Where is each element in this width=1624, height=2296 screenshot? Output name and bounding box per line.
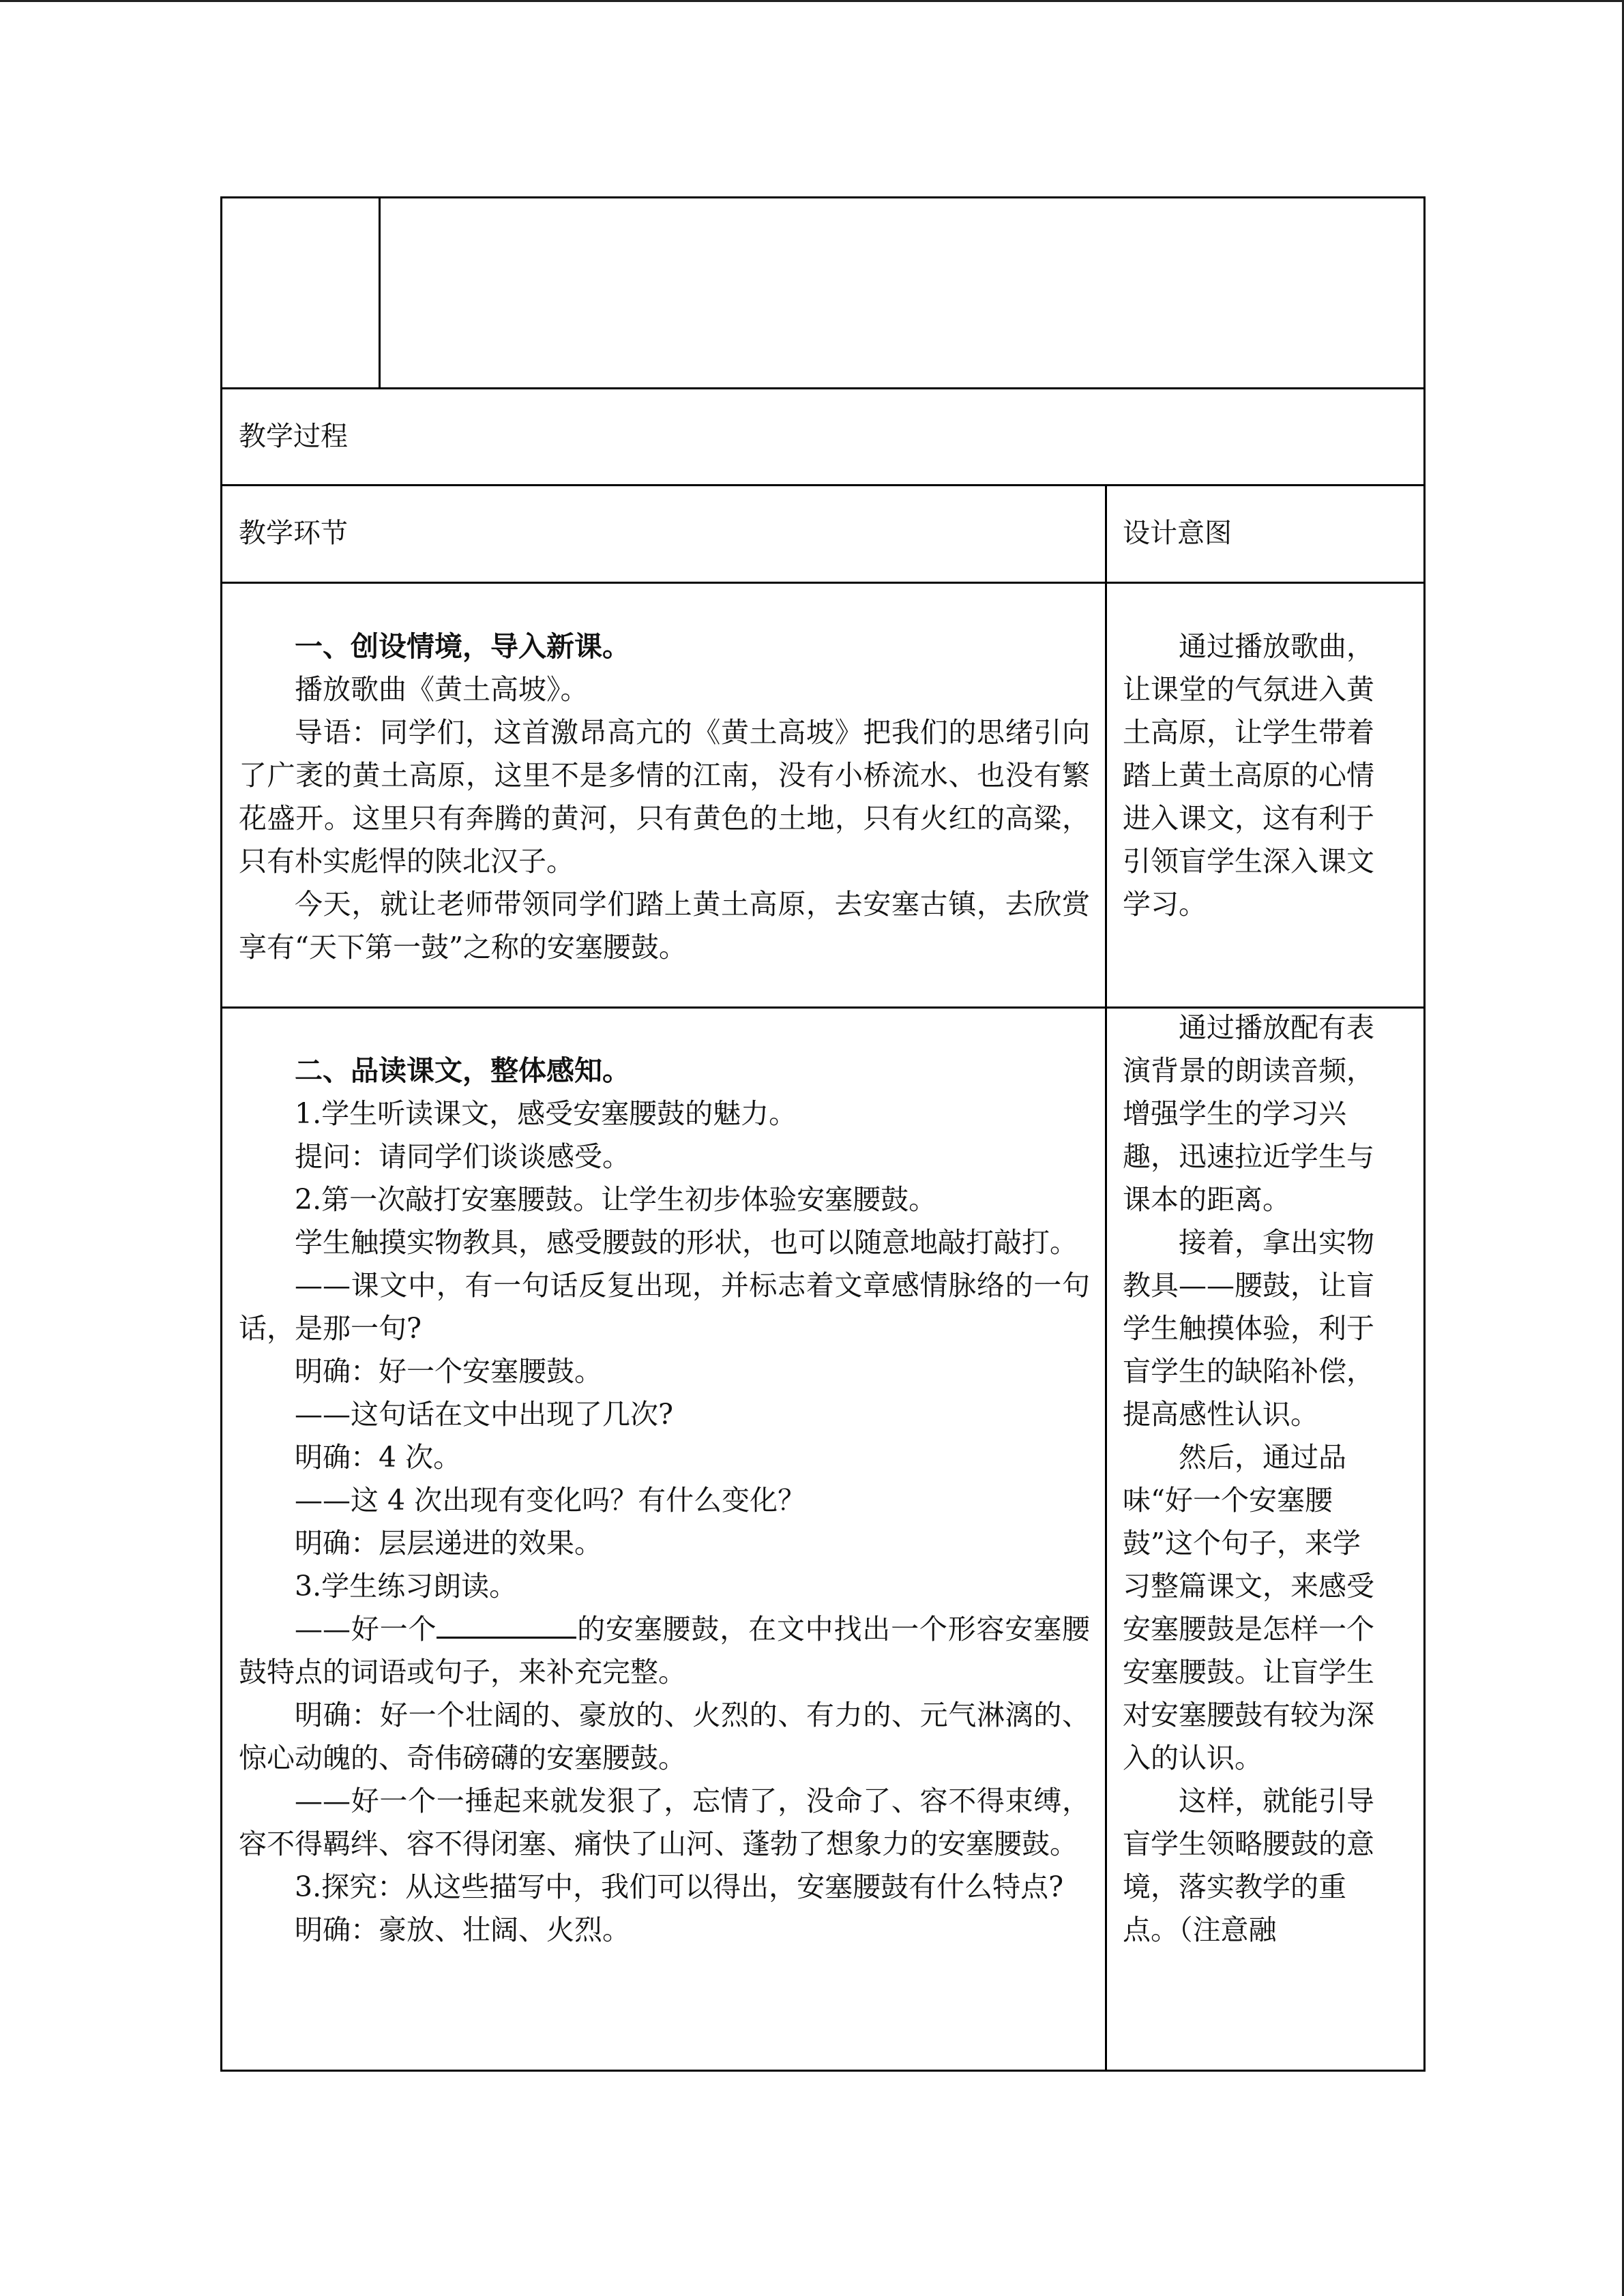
- section2-paragraph: 明确：好一个安塞腰鼓。: [295, 1355, 602, 1388]
- fill-blank-suffix: 的安塞腰鼓，在文中找出一个形容安塞腰鼓特点的词语或句子，来补充完整。: [239, 1613, 1091, 1688]
- section2-paragraph: ——课文中，有一句话反复出现，并标志着文章感情脉络的一句话，是那一句?: [239, 1269, 1090, 1345]
- page-top-border: [0, 0, 1624, 2]
- section2-intent-paragraph: 这样，就能引导盲学生领略腰鼓的意境，落实教学的重点。（注意融: [1123, 1785, 1374, 1946]
- column-divider: [1105, 484, 1107, 2072]
- section2-content: [239, 1049, 1090, 1952]
- section2-paragraph: ——这 4 次出现有变化吗？有什么变化？: [295, 1484, 806, 1517]
- section2-heading: 二、品读课文，整体感知。: [295, 1054, 630, 1087]
- fill-blank-prefix: ——好一个: [295, 1613, 437, 1645]
- section2-paragraph: 提问：请同学们谈谈感受。: [295, 1140, 630, 1173]
- empty-cell-left: [222, 198, 379, 387]
- section2-paragraph: 1.学生听读课文，感受安塞腰鼓的魅力。: [295, 1097, 797, 1130]
- section2-intent: [1123, 1007, 1374, 1952]
- section1-paragraph: 播放歌曲《黄土高坡》。: [295, 673, 589, 706]
- section2-paragraph: 学生触摸实物教具，感受腰鼓的形状，也可以随意地敲打敲打。: [295, 1226, 1078, 1259]
- empty-cell-right: [381, 198, 1423, 387]
- section2-paragraph: 2.第一次敲打安塞腰鼓。让学生初步体验安塞腰鼓。: [295, 1183, 937, 1216]
- section1-paragraph: 导语：同学们，这首激昂高亢的《黄土高坡》把我们的思绪引向了广袤的黄土高原，这里不是多情的江南，没有小桥流水、也没有繁花盛开。这里只有奔腾的黄河，只有黄色的土地，只有火红的高粱，只有朴实彪悍的陕北汉子。: [239, 716, 1090, 878]
- section1-intent: [1123, 625, 1374, 926]
- section2-fill-blank-paragraph: [239, 1608, 1090, 1694]
- section-header: 教学过程: [239, 421, 348, 452]
- section1-content: [239, 625, 1090, 969]
- section2-intent-paragraph: 通过播放配有表演背景的朗读音频，增强学生的学习兴趣，迅速拉近学生与课本的距离。: [1123, 1011, 1374, 1216]
- section2-paragraph: ——好一个一捶起来就发狠了，忘情了，没命了、容不得束缚，容不得羁绊、容不得闭塞、痛快了山河、蓬勃了想象力的安塞腰鼓。: [239, 1785, 1090, 1860]
- column-header-teaching-stage: 教学环节: [239, 518, 348, 549]
- rule-after-top-row: [220, 387, 1426, 389]
- rule-after-column-headers: [220, 582, 1426, 584]
- rule-after-section-header: [220, 484, 1426, 486]
- section2-paragraph: 明确：好一个壮阔的、豪放的、火烈的、有力的、元气淋漓的、惊心动魄的、奇伟磅礴的安塞腰鼓。: [239, 1699, 1090, 1774]
- section2-paragraph: 明确：4 次。: [295, 1441, 462, 1474]
- section2-paragraph: ——这句话在文中出现了几次?: [295, 1398, 673, 1431]
- section2-paragraph: 明确：豪放、壮阔、火烈。: [295, 1913, 630, 1946]
- section2-paragraph: 3.探究：从这些描写中，我们可以得出，安塞腰鼓有什么特点?: [295, 1870, 1064, 1903]
- section2-intent-paragraph: 然后，通过品味“好一个安塞腰鼓”这个句子，来学习整篇课文，来感受安塞腰鼓是怎样一个安塞腰鼓。让盲学生对安塞腰鼓有较为深入的认识。: [1123, 1441, 1374, 1774]
- section2-intent-paragraph: 接着，拿出实物教具——腰鼓，让盲学生触摸体验，利于盲学生的缺陷补偿，提高感性认识。: [1123, 1226, 1374, 1431]
- fill-in-blank-line: [437, 1611, 576, 1639]
- column-header-design-intent: 设计意图: [1123, 518, 1232, 549]
- section2-paragraph: 3.学生练习朗读。: [295, 1570, 518, 1602]
- section2-paragraph: 明确：层层递进的效果。: [295, 1527, 602, 1560]
- section1-heading: 一、创设情境，导入新课。: [295, 630, 630, 663]
- section1-paragraph: 今天，就让老师带领同学们踏上黄土高原，去安塞古镇，去欣赏享有“天下第一鼓”之称的安塞腰鼓。: [239, 888, 1090, 964]
- section1-intent-paragraph: 通过播放歌曲，让课堂的气氛进入黄土高原，让学生带着踏上黄土高原的心情进入课文，这有利于引领盲学生深入课文学习。: [1123, 630, 1374, 921]
